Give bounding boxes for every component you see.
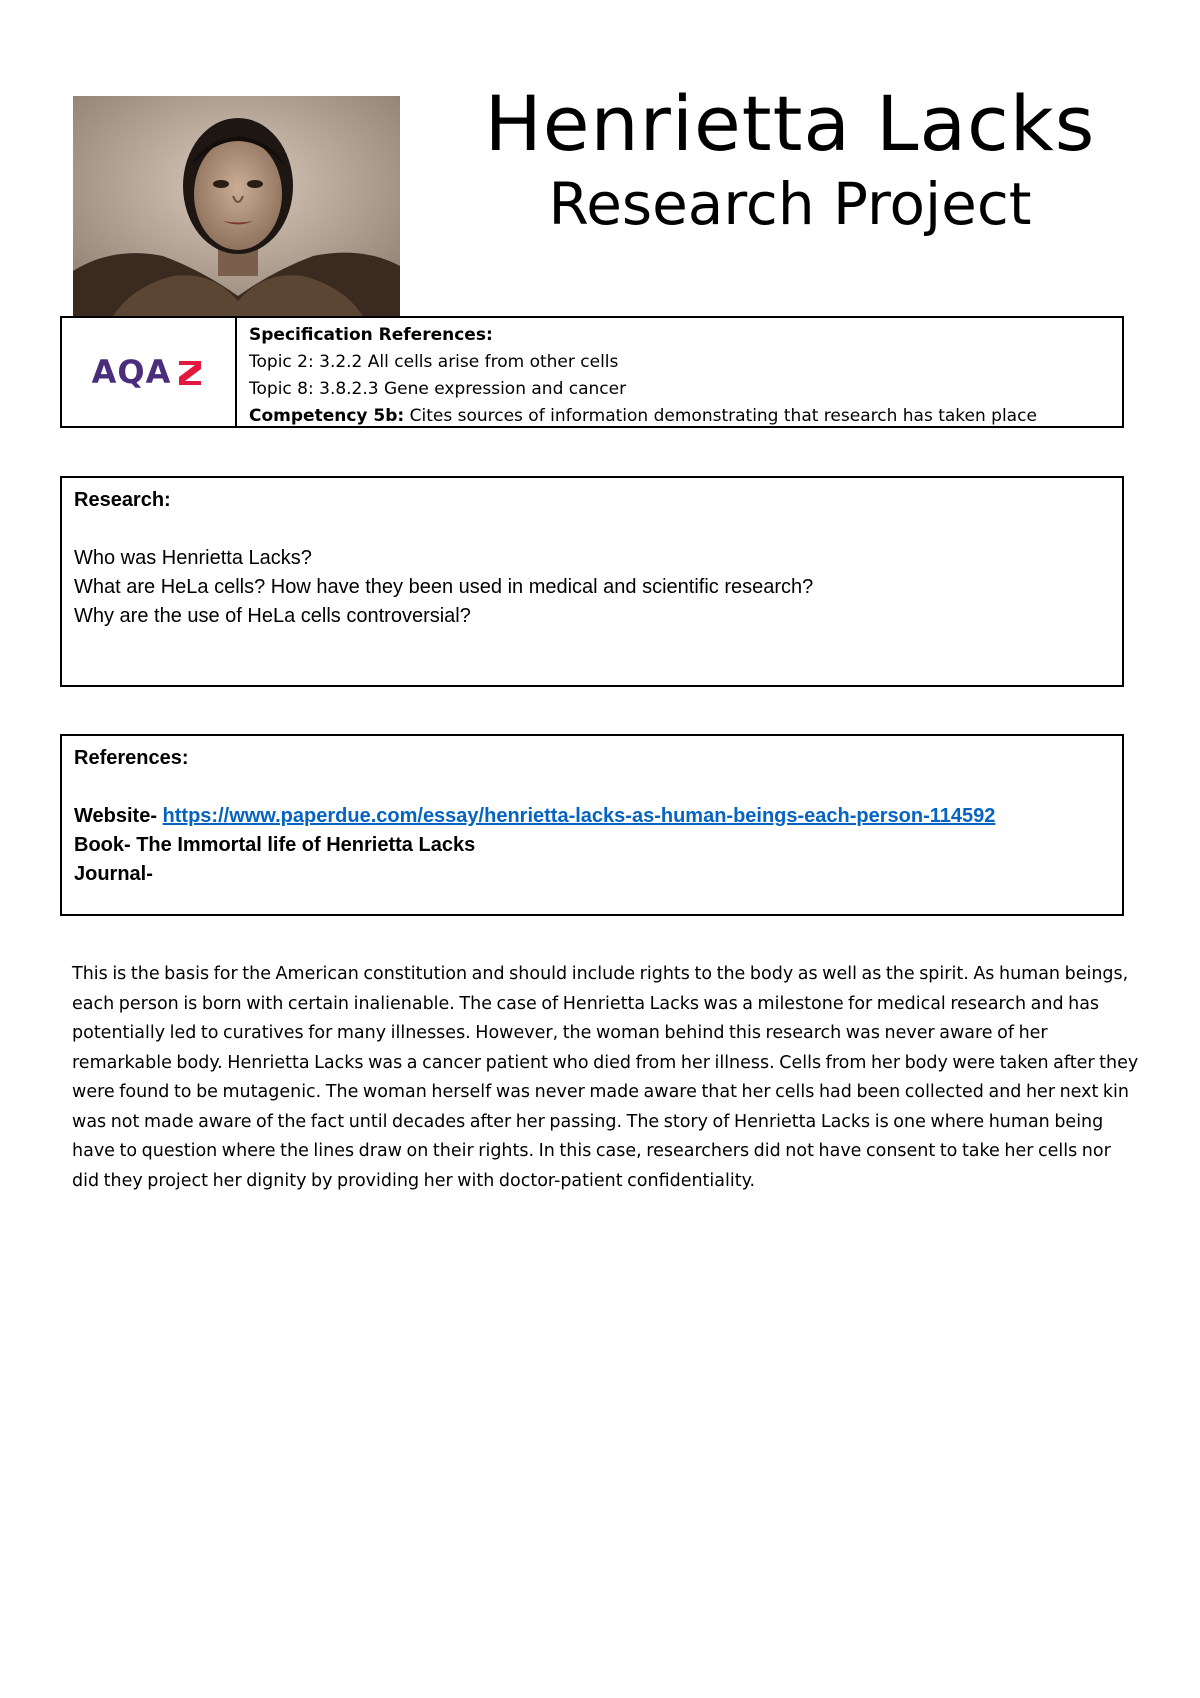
website-link[interactable]: https://www.paperdue.com/essay/henrietta-lacks-as-human-beings-each-person-114592: [162, 805, 996, 827]
spec-topic-8: Topic 8: 3.8.2.3 Gene expression and cancer: [249, 379, 627, 399]
spec-topic-2: Topic 2: 3.2.2 All cells arise from other cells: [249, 352, 619, 372]
page-subtitle: Research Project: [548, 170, 1032, 238]
aqa-logo-text: AQA: [91, 353, 172, 391]
aqa-logo: [92, 353, 206, 391]
research-heading: Research:: [74, 489, 171, 511]
research-question: Who was Henrietta Lacks?: [74, 547, 312, 569]
logo-cell: [62, 318, 237, 426]
research-question: What are HeLa cells? How have they been used in medical and scientific research?: [74, 576, 814, 598]
spec-competency: Competency 5b: Cites sources of information demonstrating that research has taken place: [249, 406, 1037, 426]
aqa-mark-icon: [175, 357, 205, 387]
website-label: Website-: [74, 805, 163, 827]
reference-website: [74, 802, 1110, 831]
references-box: [60, 734, 1124, 916]
specification-box: [60, 316, 1124, 428]
page-title: Henrietta Lacks: [484, 79, 1096, 168]
reference-journal: Journal-: [74, 863, 153, 885]
reference-book: Book- The Immortal life of Henrietta Lacks: [74, 834, 476, 856]
research-box: [60, 476, 1124, 687]
research-question: Why are the use of HeLa cells controversial?: [74, 605, 471, 627]
spec-text: [237, 318, 1122, 426]
title-block: [430, 78, 1150, 236]
portrait-photo: [73, 96, 400, 316]
spec-heading: Specification References:: [249, 325, 493, 345]
references-heading: References:: [74, 747, 189, 769]
body-paragraph: This is the basis for the American constitution and should include rights to the body as well as the spirit. As human beings, each person is born with certain inalienable. The case of Henrietta Lacks was a milestone for medical research and has potentially led to curatives for many illnesses. However, the woman behind this research was never aware of her remarkable body. Henrietta Lacks was a cancer patient who died from her illness. Cells from her body were taken after they were found to be mutagenic. The woman herself was never made aware that her cells had been collected and her next kin was not made aware of the fact until decades after her passing. The story of Henrietta Lacks is one where human being have to question where the lines draw on their rights. In this case, researchers did not have consent to take her cells nor did they project her dignity by providing her with doctor-patient confidentiality.: [72, 964, 1139, 1191]
portrait-image: [73, 96, 400, 316]
